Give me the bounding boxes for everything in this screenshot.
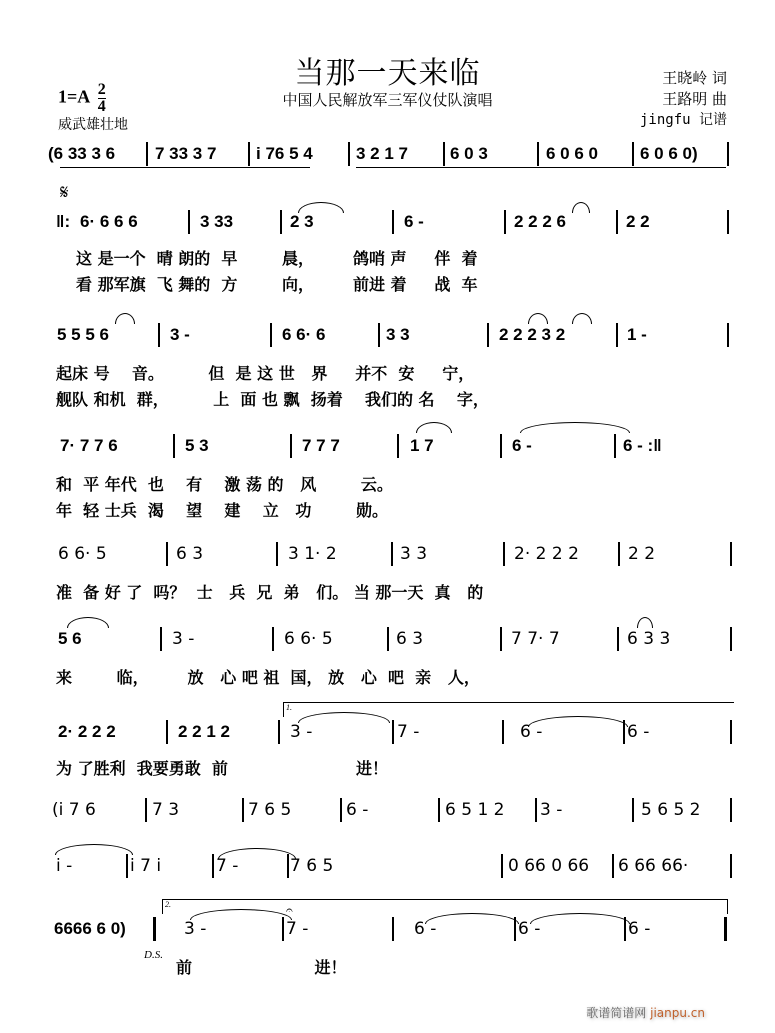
barline [504,210,506,234]
barline [248,142,250,166]
chorus1-measure-2: 6 3 [176,544,204,564]
barline [146,142,148,166]
barline [618,542,620,566]
barline [438,798,440,822]
barline [730,720,732,744]
lyric-line-1: 准 备 好 了 吗？ 士 兵 兄 弟 们。 当 那一天 真 的 [56,583,484,602]
verse1-measure-5: 2 2 2 6 [514,212,566,231]
barline [727,323,729,347]
intro-measure-2: 7 33 3 7 [155,144,217,163]
barline [614,434,616,458]
barline [535,798,537,822]
staff-row-intro [0,140,775,180]
chorus3-measure-5: 6 - [520,722,543,742]
chorus2-measure-2: 3 - [172,629,195,649]
interlude2-measure-4: 7 6 5 [290,856,334,876]
barline [502,720,504,744]
barline [276,542,278,566]
barline [145,798,147,822]
verse3-measure-3: 7 7 7 [302,436,340,455]
transcriber: jingfu 记谱 [639,112,727,128]
barline [166,542,168,566]
key-label: 1=A [58,86,90,107]
barline [617,627,619,651]
staff-row-chorus-2 [0,615,775,690]
barline [514,917,516,941]
chorus1-measure-3: 3 1· 2 [288,544,337,564]
barline [730,542,732,566]
barline [188,210,190,234]
chorus3-measure-6: 6 - [627,722,650,742]
verse1-measure-6: 2 2 [626,212,650,231]
tie [528,313,548,324]
verse2-measure-6: 1 - [627,325,647,344]
intro-measure-4: 3 2 1 7 [356,144,408,163]
ending-measure-2: 3 - [184,919,207,939]
ending-measure-5: 6 - [518,919,541,939]
staff-row-interlude-2 [0,840,775,890]
barline [730,627,732,651]
time-signature [98,82,106,115]
barline [173,434,175,458]
tempo-marking: 威武雄壮地 [58,117,128,133]
barline [392,720,394,744]
interlude2-measure-3: 7 - [216,856,239,876]
verse2-measure-1: 5 5 5 6 [57,325,109,344]
staff-row-verse-1 [0,180,775,300]
chorus1-measure-5: 2· 2 2 2 [514,544,579,564]
barline [616,210,618,234]
tie [528,716,628,727]
tie [115,313,135,324]
interlude1-measure-6: 3 - [540,800,563,820]
barline [727,210,729,234]
interlude1-measure-7: 5 6 5 2 [641,800,701,820]
first-ending-number: 1. [286,703,292,712]
lyric-line-1: 来 临， 放 心 吧 祖 国， 放 心 吧 亲 人， [56,668,480,687]
watermark [586,1004,705,1021]
barline [166,720,168,744]
tie [530,913,630,924]
staff-row-interlude-1 [0,796,775,836]
tie [416,422,452,433]
lyric-line-2: 舰队 和机 群， 上 面 也 飘 扬着 我们的 名 字， [56,390,489,409]
verse2-measure-4: 3 3 [386,325,410,344]
interlude1-measure-3: 7 6 5 [248,800,292,820]
key-signature [58,82,106,115]
chorus3-measure-4: 7 - [397,722,420,742]
ending-measure-6: 6 - [628,919,651,939]
barline [282,917,284,941]
chorus2-measure-1: 5 6 [58,629,82,648]
barline [727,142,729,166]
underline [356,167,726,168]
barline [392,210,394,234]
lyric-line-1: 和 平 年代 也 有 激 荡 的 风 云。 [56,475,393,494]
barline [616,323,618,347]
tie [425,913,519,924]
tie [637,617,653,628]
barline [487,323,489,347]
barline [387,627,389,651]
barline [270,323,272,347]
chorus3-measure-1: 2· 2 2 2 [58,722,116,741]
chorus2-measure-3: 6 6· 5 [284,629,333,649]
intro-measure-1: (6 33 3 6 [48,144,116,163]
verse1-measure-4: 6 - [404,212,424,231]
chorus3-measure-3: 3 - [290,722,313,742]
barline [272,627,274,651]
lyric-line-1: 为 了胜利 我要勇敢 前 进！ [56,759,388,778]
time-top: 2 [97,81,106,98]
underline [60,167,310,168]
interlude2-measure-1: i - [56,856,73,876]
interlude2-measure-2: i 7 i [130,856,162,876]
segno-icon: 𝄋 [60,180,69,204]
lyric-line-1: 起床 号 音。 但 是 这 世 界 并不 安 宁， [56,364,475,383]
barline [632,142,634,166]
ending-measure-3: 7 - [286,919,309,939]
tie [67,617,109,628]
end-barline [724,917,727,941]
barline [503,542,505,566]
verse1-measure-2: 3 33 [200,212,234,231]
barline [443,142,445,166]
verse1-measure-1: 6· 6 6 6 [80,212,138,231]
lyric-line-1: 这 是一个 晴 朗的 早 晨， 鸽哨 声 伴 着 [76,249,478,268]
barline [624,917,626,941]
lyricist: 王晓岭 词 [662,69,727,87]
barline [348,142,350,166]
verse2-measure-2: 3 - [170,325,190,344]
staff-row-chorus-3 [0,700,775,780]
ending-measure-4: 6 - [414,919,437,939]
barline [623,720,625,744]
staff-row-chorus-1 [0,540,775,610]
chorus1-measure-6: 2 2 [628,544,656,564]
intro-measure-3: i 76 5 4 [256,144,313,163]
interlude1-measure-4: 6 - [346,800,369,820]
barline [287,854,289,878]
barline [242,798,244,822]
barline [500,434,502,458]
ending-measure-1: 6666 6 0) [54,919,126,938]
intro-measure-6: 6 0 6 0 [546,144,598,163]
interlude1-measure-2: 7 3 [152,800,180,820]
verse3-measure-2: 5 3 [185,436,209,455]
tie [572,202,590,213]
barline [730,854,732,878]
interlude1-measure-5: 6 5 1 2 [445,800,505,820]
verse2-measure-3: 6 6· 6 [282,325,326,344]
verse3-measure-4: 1 7 [410,436,434,455]
intro-measure-7: 6 0 6 0) [640,144,698,163]
staff-row-verse-2 [0,305,775,415]
song-title: 当那一天来临 [294,56,481,91]
lyric-line-1: 前 进！ [176,958,347,977]
start-repeat-icon: ‖: [56,212,71,231]
verse3-measure-6: 6 - :‖ [623,436,662,455]
ds-marking: D.S. [144,949,163,961]
interlude2-measure-5: 0 66 0 66 [508,856,590,876]
chorus2-measure-4: 6 3 [396,629,424,649]
barline [500,627,502,651]
barline [212,854,214,878]
lyric-line-2: 年 轻 士兵 渴 望 建 立 功 勋。 [56,501,388,520]
time-bottom: 4 [97,98,106,115]
tie [520,422,630,433]
barline [126,854,128,878]
barline [632,798,634,822]
staff-row-verse-3 [0,420,775,525]
tie [55,844,133,855]
chorus1-measure-4: 3 3 [400,544,428,564]
chorus3-measure-2: 2 2 1 2 [178,722,230,741]
watermark-site: jianpu.cn [650,1006,705,1020]
tie [572,313,592,324]
barline [158,323,160,347]
staff-row-ending [0,895,775,985]
chorus2-measure-6: 6 3 3 [627,629,671,649]
verse1-measure-3: 2 3 [290,212,314,231]
barline [278,720,280,744]
lyric-line-2: 看 那军旗 飞 舞的 方 向， 前进 着 战 车 [76,275,478,294]
barline [612,854,614,878]
credits [640,68,727,131]
barline [290,434,292,458]
interlude2-measure-6: 6 66 66· [618,856,689,876]
barline [391,542,393,566]
barline [160,627,162,651]
barline [501,854,503,878]
chorus1-measure-1: 6 6· 5 [58,544,107,564]
composer: 王路明 曲 [662,90,727,108]
barline [397,434,399,458]
interlude1-measure-1: (i 7 6 [52,800,96,820]
watermark-text: 歌谱简谱网 [586,1006,647,1020]
verse2-measure-5: 2 2 2 3 2 [499,325,566,344]
barline [280,210,282,234]
performer-subtitle: 中国人民解放军三军仪仗队演唱 [282,91,493,109]
second-ending-number: 2. [165,900,171,909]
chorus2-measure-5: 7 7· 7 [511,629,560,649]
final-barline [153,917,156,941]
verse3-measure-1: 7· 7 7 6 [60,436,118,455]
intro-measure-5: 6 0 3 [450,144,488,163]
fermata-icon: 𝄐 [286,903,293,917]
verse3-measure-5: 6 - [512,436,532,455]
barline [730,798,732,822]
barline [537,142,539,166]
barline [340,798,342,822]
barline [378,323,380,347]
barline [392,917,394,941]
